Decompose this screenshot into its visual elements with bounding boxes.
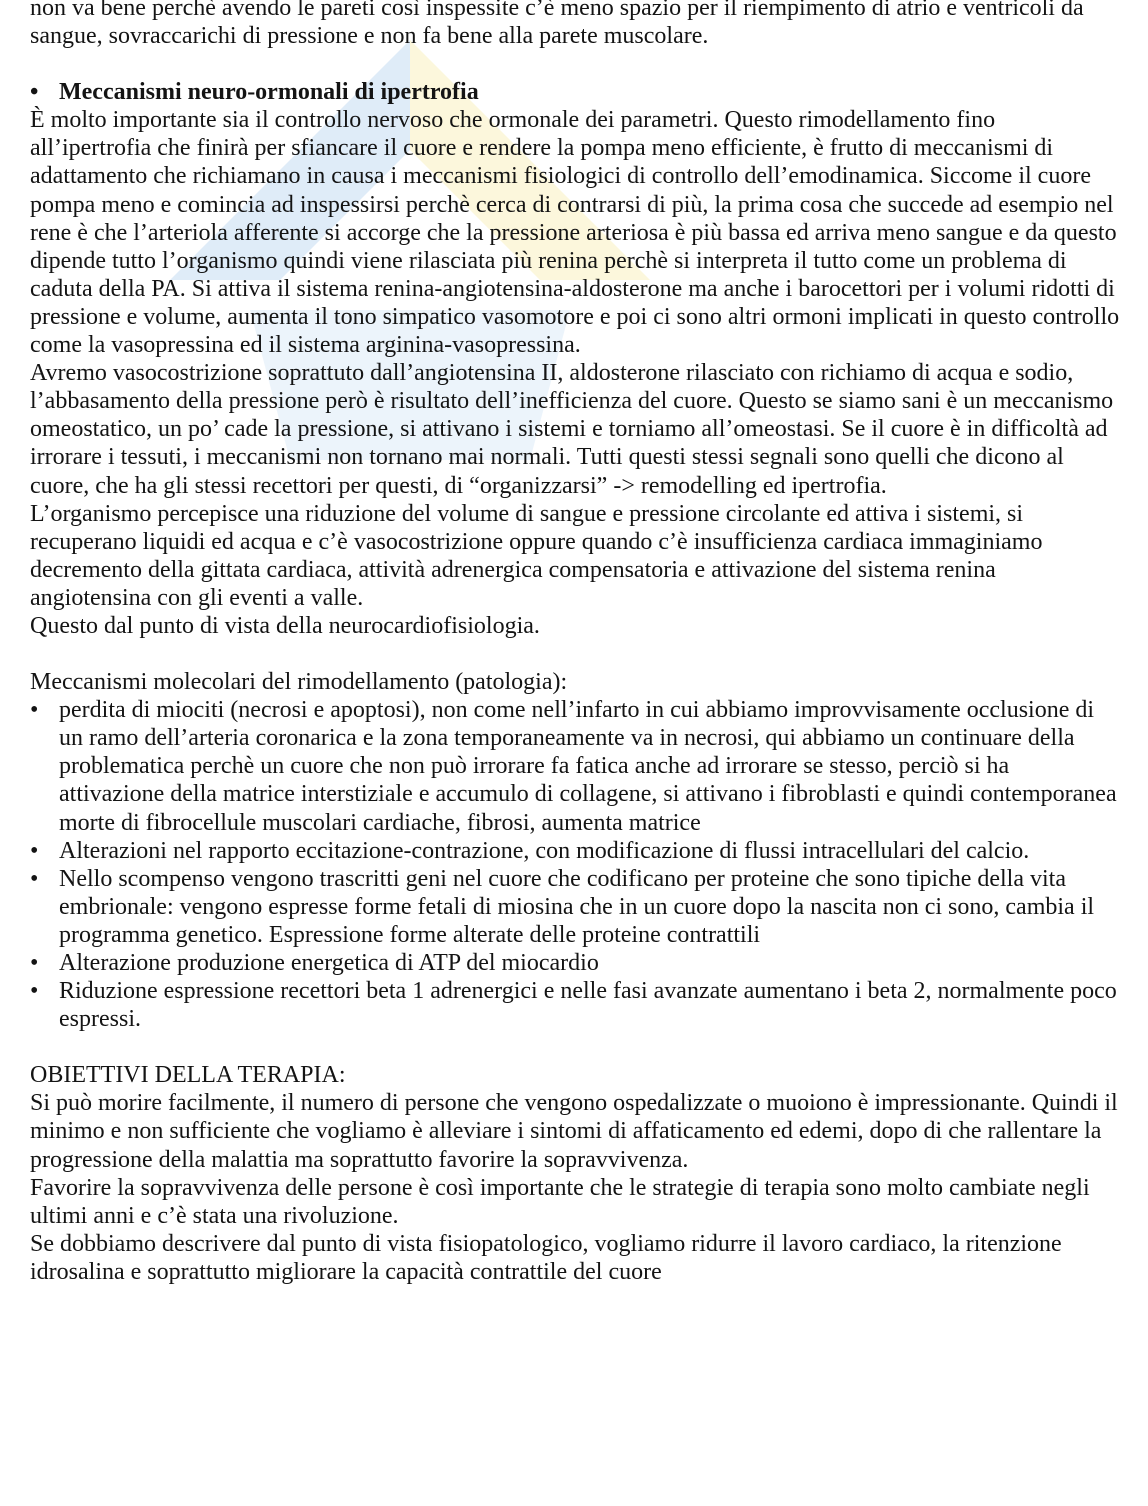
neuro-paragraph-3: L’organismo percepisce una riduzione del volume di sangue e pressione circolante ed attiva i sistemi, si recuperano liquidi ed acqua e c’è vasocostrizione oppure quando c’è insufficienza cardiaca immaginiamo decremento della gittata cardiaca, attività adrenergica compensatoria e attivazione del sistema renina angiotensina con gli eventi a valle. — [30, 500, 1043, 611]
document-page — [30, 0, 1120, 1286]
spacer — [30, 50, 1120, 78]
intro-paragraph: non va bene perchè avendo le pareti così inspessite c’è meno spazio per il riempimento di atrio e ventricoli da sangue, sovraccarichi di pressione e non fa bene alla parete muscolare. — [30, 0, 1084, 50]
list-item: • perdita di miociti (necrosi e apoptosi), non come nell’infarto in cui abbiamo improvvisamente occlusione di un ramo dell’arteria coronarica e la zona temporaneamente va in necrosi, qui abbiamo un continuare della problematica perchè un cuore che non può irrorare fa fatica anche ad irrorare se stesso, perciò si ha attivazione della matrice interstiziale e accumulo di collagene, si attivano i fibroblasti e quindi contemporanea morte di fibrocellule muscolari cardiache, fibrosi, aumenta matrice — [30, 696, 1120, 836]
section-heading: • Meccanismi neuro-ormonali di ipertrofia — [30, 78, 1120, 106]
spacer — [30, 640, 1120, 668]
therapy-paragraph-3: Se dobbiamo descrivere dal punto di vista fisiopatologico, vogliamo ridurre il lavoro cardiaco, la ritenzione idrosalina e soprattutto migliorare la capacità contrattile del cuore — [30, 1230, 1062, 1285]
list-item: • Nello scompenso vengono trascritti geni nel cuore che codificano per proteine che sono tipiche della vita embrionale: vengono espresse forme fetali di miosina che in un cuore dopo la nascita non ci sono, cambia il programma genetico. Espressione forme alterate delle proteine contrattili — [30, 865, 1120, 949]
neuro-paragraph-1: È molto importante sia il controllo nervoso che ormonale dei parametri. Questo rimodellamento fino all’ipertrofia che finirà per sfiancare il cuore e rendere la pompa meno efficiente, è frutto di meccanismi di adattamento che richiamano in causa i meccanismi fisiologici di controllo dell’emodinamica. Siccome il cuore pompa meno e comincia ad inspessirsi perchè cerca di contrarsi di più, la prima cosa che succede ad esempio nel rene è che l’arteriola afferente si accorge che la pressione arteriosa è più bassa ed arriva meno sangue e da questo dipende tutto l’organismo quindi viene rilasciata più renina perchè si interpreta il tutto come un problema di caduta della PA. Si attiva il sistema renina-angiotensina-aldosterone ma anche i barocettori per i volumi ridotti di pressione e volume, aumenta il tono simpatico vasomotore e poi ci sono altri ormoni implicati in questo controllo come la vasopressina ed il sistema arginina-vasopressina. — [30, 107, 1120, 359]
neuro-paragraph-2: Avremo vasocostrizione soprattuto dall’angiotensina II, aldosterone rilasciato con richiamo di acqua e sodio, l’abbasamento della pressione però è risultato dell’inefficienza del cuore. Questo se siamo sani è un meccanismo omeostatico, un po’ cade la pressione, si attivano i sistemi e torniamo all’omeostasi. Se il cuore è in difficoltà ad irrorare i tessuti, i meccanismi non tornano mai normali. Tutti questi stessi segnali sono quelli che dicono al cuore, che ha gli stessi recettori per questi, di “organizzarsi” -> remodelling ed ipertrofia. — [30, 360, 1114, 499]
section-heading-list — [30, 78, 1120, 106]
neuro-paragraph-4: Questo dal punto di vista della neurocardiofisiologia. — [30, 612, 540, 639]
molecular-list — [30, 696, 1120, 1033]
list-item: • Riduzione espressione recettori beta 1 adrenergici e nelle fasi avanzate aumentano i beta 2, normalmente poco espressi. — [30, 977, 1120, 1033]
spacer — [30, 1033, 1120, 1061]
therapy-paragraph-2: Favorire la sopravvivenza delle persone è così importante che le strategie di terapia sono molto cambiate negli ultimi anni e c’è stata una rivoluzione. — [30, 1174, 1090, 1229]
therapy-paragraph-1: Si può morire facilmente, il numero di persone che vengono ospedalizzate o muoiono è impressionante. Quindi il minimo e non sufficiente che vogliamo è alleviare i sintomi di affaticamento ed edemi, dopo di che rallentare la progressione della malattia ma soprattutto favorire la sopravvivenza. — [30, 1090, 1118, 1173]
molecular-intro: Meccanismi molecolari del rimodellamento (patologia): — [30, 669, 568, 696]
list-item: • Alterazione produzione energetica di ATP del miocardio — [30, 949, 1120, 977]
list-item: • Alterazioni nel rapporto eccitazione-contrazione, con modificazione di flussi intracellulari del calcio. — [30, 837, 1120, 865]
therapy-heading: OBIETTIVI DELLA TERAPIA: — [30, 1062, 346, 1089]
